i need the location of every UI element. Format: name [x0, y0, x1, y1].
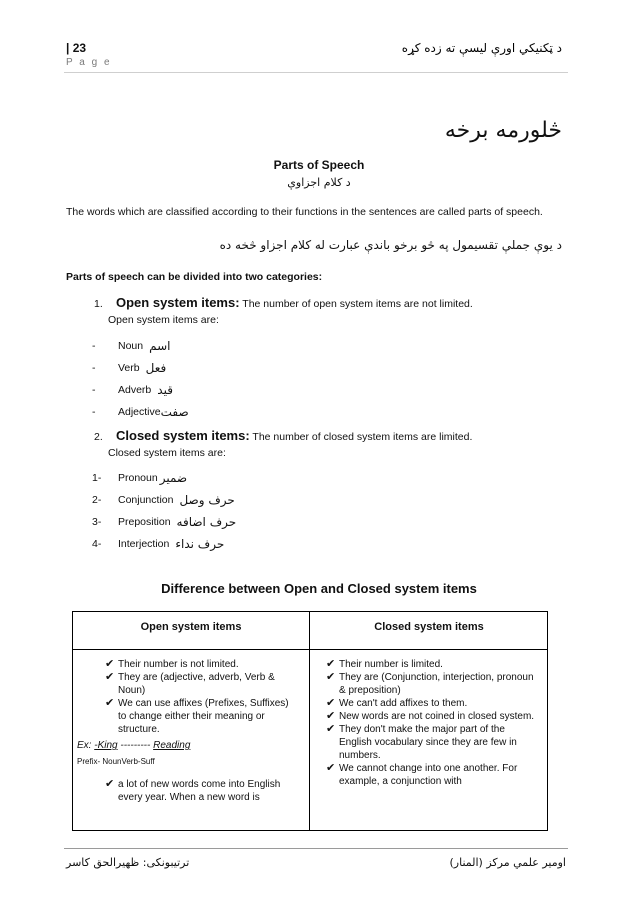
open-system-list — [92, 336, 189, 422]
page-label: P a g e — [66, 57, 112, 68]
bullet-text: They are (adjective, adverb, Verb & Noun) — [118, 672, 275, 696]
list-item — [326, 697, 538, 710]
list-item-urdu: حرف نداء — [175, 537, 225, 551]
list-item-urdu: حرف وصل — [179, 493, 235, 507]
bullet-text: We can use affixes (Prefixes, Suffixes) to change either their meaning or structure. — [118, 698, 289, 735]
list-item — [105, 658, 293, 671]
closed-system-title: Closed system items: — [116, 428, 250, 443]
prefix-line: Prefix- NounVerb-Suff — [77, 757, 155, 766]
bullet-text: Their number is not limited. — [118, 659, 239, 670]
footer-left-text: ترتيبونکی: ظهيرالحق کاسر — [66, 856, 190, 869]
list-item-label: Noun — [118, 340, 144, 352]
check-icon: ✔ — [105, 671, 115, 683]
list-marker: - — [92, 406, 96, 418]
table-cell-open — [77, 658, 293, 804]
check-icon: ✔ — [105, 697, 115, 709]
list-item-urdu: قيد — [157, 383, 173, 397]
categories-statement: Parts of speech can be divided into two categories: — [66, 271, 323, 283]
list-item-urdu: ضمير — [159, 471, 188, 485]
comparison-table — [72, 611, 548, 831]
list-item — [92, 468, 236, 488]
check-icon: ✔ — [326, 710, 336, 722]
section-heading: څلورمه برخه — [444, 118, 562, 143]
example-prefix: Ex: — [77, 740, 95, 751]
closed-system-number: 2. — [94, 431, 103, 443]
list-item — [326, 671, 538, 697]
bullet-text: Their number is limited. — [339, 659, 443, 670]
check-icon: ✔ — [105, 778, 115, 790]
closed-system-list — [92, 468, 236, 554]
check-icon: ✔ — [326, 671, 336, 683]
bullet-text: a lot of new words come into English every year. When a new word is — [118, 779, 281, 803]
bullet-text: We can't add affixes to them. — [339, 698, 468, 709]
intro-paragraph: The words which are classified according to their functions in the sentences are called parts of speech. — [66, 206, 543, 218]
table-header-closed: Closed system items — [374, 621, 484, 633]
open-system-heading — [94, 295, 473, 310]
list-item-urdu: اسم — [149, 339, 171, 353]
bullet-text: New words are not coined in closed system. — [339, 711, 535, 722]
open-system-description: The number of open system items are not limited. — [242, 298, 473, 310]
page-subtitle: د کلام اجزاوې — [287, 176, 351, 189]
footer-right-text: اومير علمي مرکز (المنار) — [449, 856, 566, 869]
table-column-divider — [309, 612, 310, 830]
closed-system-heading — [94, 428, 472, 443]
list-marker: - — [92, 340, 96, 352]
page-number: | 23 — [66, 41, 87, 55]
list-item — [105, 697, 293, 736]
list-item-urdu: حرف اضافه — [176, 515, 237, 529]
list-item-label: Verb — [118, 362, 140, 374]
list-item-label: Interjection — [118, 538, 170, 550]
example-dashes: --------- — [117, 740, 154, 751]
list-marker: 2- — [92, 494, 102, 506]
list-item-label: Preposition — [118, 516, 171, 528]
closed-system-description: The number of closed system items are limited. — [252, 431, 473, 443]
list-item — [326, 762, 538, 788]
check-icon: ✔ — [326, 697, 336, 709]
list-item — [92, 358, 189, 378]
difference-heading: Difference between Open and Closed system items — [161, 581, 477, 596]
example-king: -King — [94, 740, 118, 751]
open-system-number: 1. — [94, 298, 103, 310]
intro-paragraph-urdu: د يوې جملې تقسيمول په څو برخو باندې عبارت له کلام اجزاو څخه ده — [219, 238, 562, 252]
example-reading: Reading — [153, 740, 191, 751]
list-marker: 4- — [92, 538, 102, 550]
list-item — [326, 658, 538, 671]
list-item — [92, 490, 236, 510]
check-icon: ✔ — [326, 762, 336, 774]
closed-system-subheading: Closed system items are: — [108, 447, 226, 459]
check-icon: ✔ — [326, 723, 336, 735]
list-item — [105, 671, 293, 697]
list-item — [326, 710, 538, 723]
list-item-label: Adjective — [118, 406, 161, 418]
check-icon: ✔ — [326, 658, 336, 670]
bullet-text: They don't make the major part of the English vocabulary since they are few in numbers. — [339, 724, 517, 761]
list-item-urdu: صفت — [160, 405, 189, 419]
table-header-divider — [73, 649, 547, 650]
list-item — [326, 723, 538, 762]
footer-divider — [64, 848, 568, 849]
list-item-label: Adverb — [118, 384, 152, 396]
list-item — [92, 380, 189, 400]
header-title: د ټکنيکي اورې ليسې ته زده کړه — [401, 41, 562, 55]
list-marker: 1- — [92, 472, 102, 484]
list-item-urdu: فعل — [145, 361, 167, 375]
open-system-subheading: Open system items are: — [108, 314, 219, 326]
list-item — [92, 402, 189, 422]
list-item-label: Pronoun — [118, 472, 158, 484]
page-title: Parts of Speech — [273, 158, 365, 172]
list-item — [92, 512, 236, 532]
list-marker: - — [92, 362, 96, 374]
check-icon: ✔ — [105, 658, 115, 670]
example-line — [77, 739, 293, 752]
list-item — [92, 336, 189, 356]
list-marker: 3- — [92, 516, 102, 528]
table-header-open: Open system items — [140, 621, 242, 633]
list-item — [105, 778, 293, 804]
bullet-text: They are (Conjunction, interjection, pronoun & preposition) — [339, 672, 534, 696]
list-item-label: Conjunction — [118, 494, 174, 506]
table-cell-closed — [326, 658, 538, 788]
open-system-title: Open system items: — [116, 295, 240, 310]
bullet-text: We cannot change into one another. For example, a conjunction with — [339, 763, 518, 787]
list-item — [92, 534, 236, 554]
header-divider — [64, 72, 568, 73]
list-marker: - — [92, 384, 96, 396]
